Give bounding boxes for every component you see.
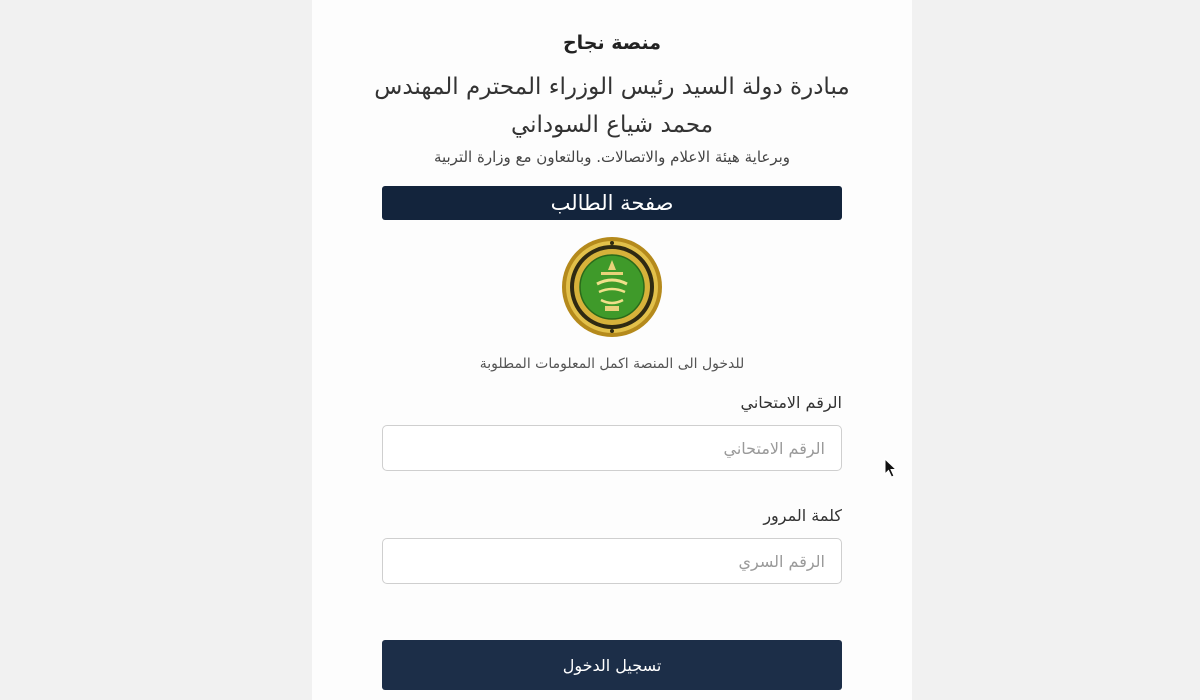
exam-number-input[interactable]: [382, 425, 842, 471]
initiative-line-1: مبادرة دولة السيد رئيس الوزراء المحترم المهندس: [374, 74, 850, 100]
ministry-seal-icon: [561, 236, 663, 338]
platform-title: منصة نجاح: [562, 32, 662, 54]
login-button[interactable]: تسجيل الدخول: [382, 640, 842, 690]
mouse-pointer-icon: [884, 458, 898, 478]
sponsor-line: وبرعاية هيئة الاعلام والاتصالات. وبالتعاون مع وزارة التربية: [433, 148, 791, 166]
login-card: [312, 0, 912, 700]
initiative-line-2: محمد شياع السوداني: [510, 112, 714, 138]
password-label: كلمة المرور: [763, 506, 842, 525]
login-instruction: للدخول الى المنصة اكمل المعلومات المطلوبة: [479, 356, 745, 372]
password-input[interactable]: [382, 538, 842, 584]
student-page-banner: صفحة الطالب: [382, 186, 842, 220]
exam-number-label: الرقم الامتحاني: [740, 393, 842, 412]
